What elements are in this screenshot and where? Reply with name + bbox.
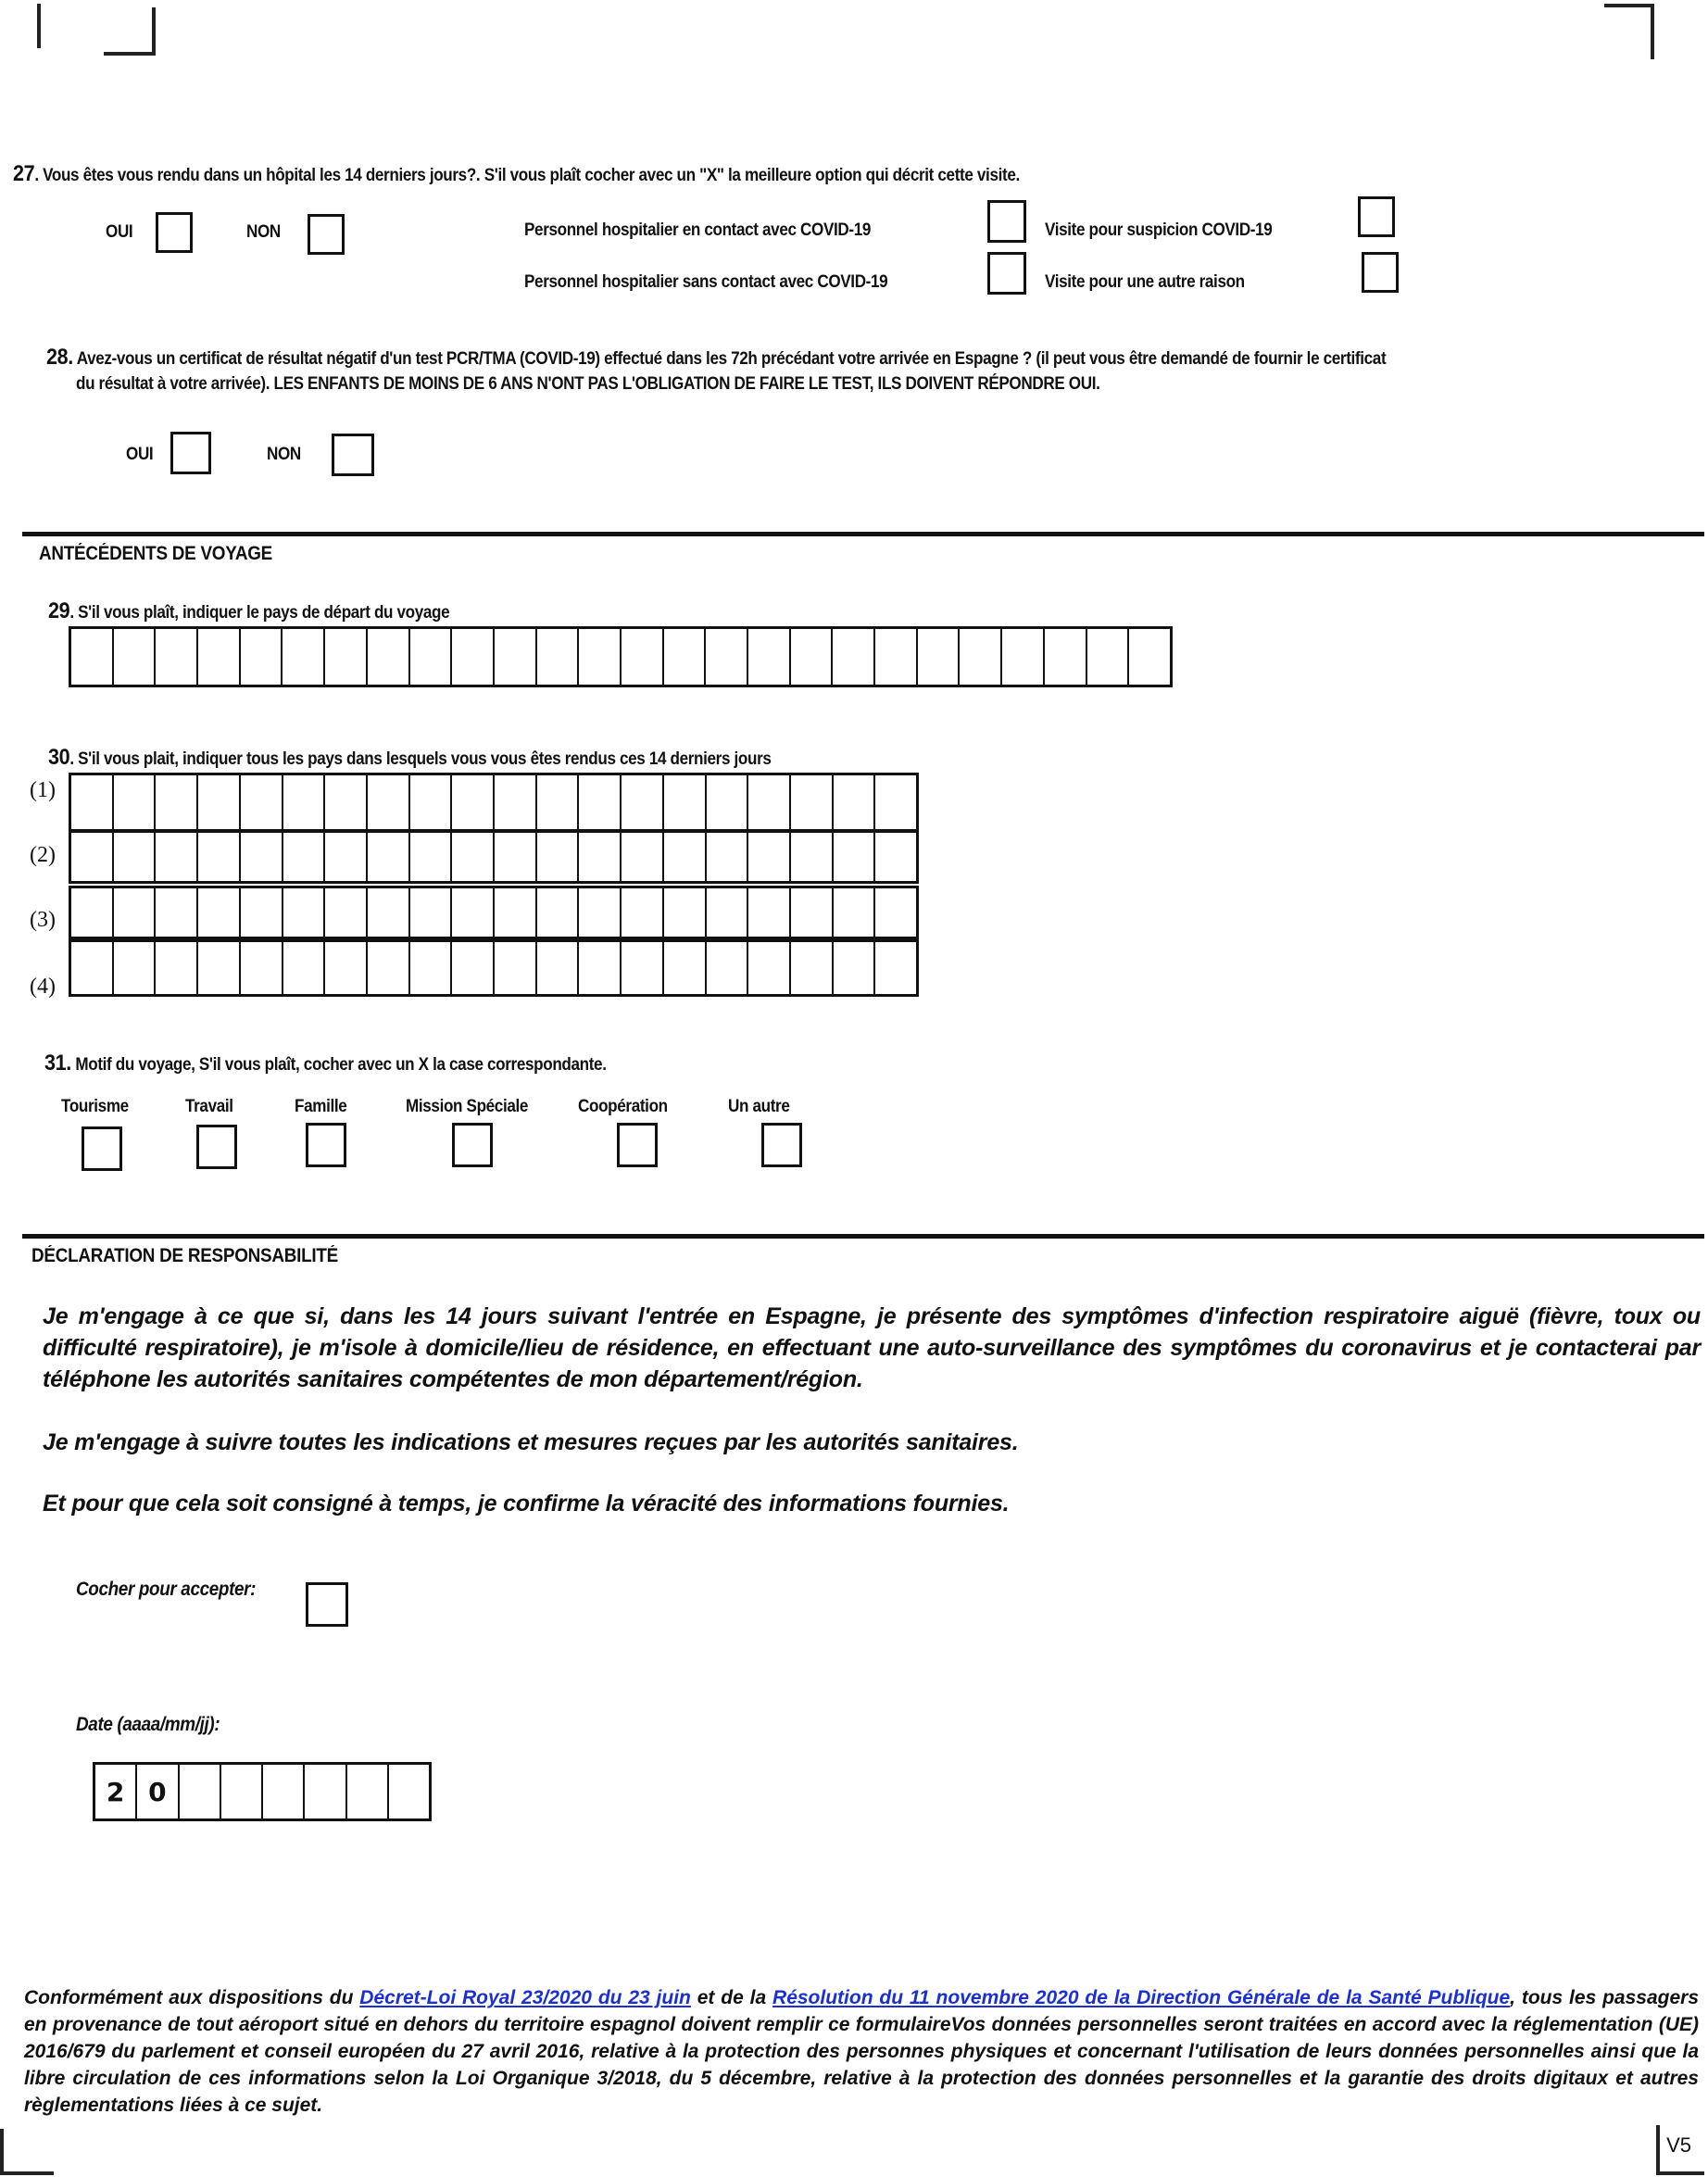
- travel-reason-label: Coopération: [578, 1097, 668, 1116]
- declaration-paragraph-3: Et pour que cela soit consigné à temps, je confirme la véracité des informations fournies.: [43, 1491, 1010, 1516]
- visited-country-cell[interactable]: [325, 888, 368, 937]
- visited-country-cell[interactable]: [71, 888, 114, 937]
- visited-country-cell[interactable]: [664, 888, 707, 937]
- departure-country-cell[interactable]: [114, 629, 157, 685]
- visited-country-cell[interactable]: [198, 833, 241, 881]
- section-divider-travel: [22, 532, 1704, 536]
- departure-country-cell[interactable]: [71, 629, 114, 685]
- departure-country-cell[interactable]: [368, 629, 410, 685]
- date-digit-cell[interactable]: 0: [137, 1765, 179, 1818]
- question-28-line1: [46, 345, 1386, 371]
- visited-country-cell[interactable]: [495, 775, 537, 829]
- visited-country-cell[interactable]: [198, 942, 241, 994]
- visited-country-cell[interactable]: [71, 833, 114, 881]
- q28-oui-checkbox[interactable]: [170, 432, 211, 474]
- visited-country-cell[interactable]: [495, 888, 537, 937]
- q27-oui-checkbox[interactable]: [156, 212, 193, 253]
- travel-reason-tourisme-checkbox[interactable]: [82, 1126, 122, 1171]
- visited-country-cell[interactable]: [707, 888, 749, 937]
- travel-reason-cooperation-checkbox[interactable]: [617, 1123, 658, 1167]
- visited-country-cell[interactable]: [748, 888, 791, 937]
- visited-country-cell[interactable]: [664, 775, 707, 829]
- visited-country-cell[interactable]: [579, 833, 622, 881]
- visited-country-cell[interactable]: [537, 775, 580, 829]
- q27-staff-contact-checkbox[interactable]: [987, 200, 1026, 243]
- footer-text-1: Conformément aux dispositions du: [24, 1987, 360, 2008]
- date-digit-cell[interactable]: [305, 1765, 346, 1818]
- declaration-paragraph-1: Je m'engage à ce que si, dans les 14 jours suivant l'entrée en Espagne, je présente des symptômes d'infection respiratoire aiguë (fièvre, toux ou difficulté respiratoire), je m'isole à domicile/lieu de résidence, en effectuant une auto-surveillance des symptômes du coronavirus et je contacterai par téléphone les autorités sanitaires compétentes de mon département/région.: [43, 1303, 1701, 1392]
- question-28-text: Avez-vous un certificat de résultat négatif d'un test PCR/TMA (COVID-19) effectué dans les 72h précédant votre arrivée en Espagne ? (il peut vous être demandé de fournir le certificat: [72, 349, 1387, 369]
- travel-reason-label: Famille: [295, 1097, 347, 1116]
- visited-country-cell[interactable]: [834, 888, 876, 937]
- q28-oui-label: OUI: [126, 445, 154, 464]
- question-30-text: . S'il vous plait, indiquer tous les pays dans lesquels vous vous êtes rendus ces 14 derniers jours: [69, 749, 772, 769]
- footer-text-2: et de la: [690, 1987, 773, 2008]
- q27-visit-other-label: Visite pour une autre raison: [1045, 272, 1245, 292]
- visited-country-cell[interactable]: [241, 942, 283, 994]
- travel-reason-travail-checkbox[interactable]: [196, 1125, 237, 1169]
- q27-staff-nocontact-checkbox[interactable]: [987, 252, 1026, 295]
- visited-country-cell[interactable]: [410, 833, 453, 881]
- section-title-travel: ANTÉCÉDENTS DE VOYAGE: [39, 543, 272, 564]
- departure-country-cell[interactable]: [1002, 629, 1045, 685]
- visited-country-cell[interactable]: [622, 775, 664, 829]
- visited-country-cell[interactable]: [283, 942, 326, 994]
- departure-country-cell[interactable]: [198, 629, 241, 685]
- departure-country-cell[interactable]: [410, 629, 453, 685]
- q27-visit-suspicion-checkbox[interactable]: [1358, 196, 1395, 237]
- visited-country-input-1[interactable]: [69, 773, 919, 832]
- question-27: [13, 161, 1020, 187]
- corner-mark-top-right: [1604, 4, 1654, 59]
- departure-country-cell[interactable]: [283, 629, 325, 685]
- royal-decree-link[interactable]: Décret-Loi Royal 23/2020 du 23 juin: [359, 1987, 691, 2008]
- visited-country-cell[interactable]: [875, 888, 916, 937]
- departure-country-cell[interactable]: [918, 629, 961, 685]
- question-29-text: . S'il vous plaît, indiquer le pays de départ du voyage: [69, 603, 450, 623]
- visited-country-cell[interactable]: [325, 942, 368, 994]
- date-digit-cell[interactable]: [347, 1765, 389, 1818]
- visited-country-cell[interactable]: [156, 833, 198, 881]
- country-row-label: (3): [30, 908, 56, 932]
- visited-country-cell[interactable]: [748, 775, 791, 829]
- visited-country-cell[interactable]: [579, 942, 622, 994]
- question-28-line2: du résultat à votre arrivée). LES ENFANTS DE MOINS DE 6 ANS N'ONT PAS L'OBLIGATION DE FAIRE LE TEST, ILS DOIVENT RÉPONDRE OUI.: [76, 374, 1100, 394]
- q27-staff-nocontact-label: Personnel hospitalier sans contact avec COVID-19: [524, 272, 888, 292]
- departure-country-cell[interactable]: [622, 629, 664, 685]
- section-title-declaration: DÉCLARATION DE RESPONSABILITÉ: [31, 1245, 338, 1266]
- visited-country-cell[interactable]: [410, 888, 453, 937]
- visited-country-cell[interactable]: [156, 888, 198, 937]
- departure-country-cell[interactable]: [579, 629, 622, 685]
- visited-country-cell[interactable]: [114, 888, 157, 937]
- visited-country-cell[interactable]: [834, 942, 876, 994]
- departure-country-cell[interactable]: [1129, 629, 1170, 685]
- visited-country-cell[interactable]: [537, 888, 580, 937]
- visited-country-cell[interactable]: [875, 833, 916, 881]
- country-row-label: (2): [30, 843, 56, 867]
- visited-country-cell[interactable]: [368, 833, 410, 881]
- visited-country-cell[interactable]: [241, 888, 283, 937]
- question-29: [48, 598, 449, 624]
- visited-country-cell[interactable]: [707, 942, 749, 994]
- visited-country-cell[interactable]: [579, 775, 622, 829]
- visited-country-cell[interactable]: [664, 942, 707, 994]
- q27-staff-contact-label: Personnel hospitalier en contact avec COVID-19: [524, 220, 872, 240]
- visited-country-cell[interactable]: [452, 888, 495, 937]
- date-input[interactable]: [93, 1762, 432, 1821]
- visited-country-cell[interactable]: [622, 942, 664, 994]
- question-31-number: 31.: [44, 1051, 71, 1076]
- visited-country-cell[interactable]: [791, 833, 834, 881]
- visited-country-cell[interactable]: [452, 775, 495, 829]
- corner-mark-top-left-2: [104, 7, 156, 56]
- date-label: Date (aaaa/mm/jj):: [76, 1714, 220, 1735]
- visited-country-cell[interactable]: [410, 942, 453, 994]
- departure-country-cell[interactable]: [960, 629, 1002, 685]
- date-digit-cell[interactable]: [221, 1765, 263, 1818]
- travel-reason-label: Travail: [185, 1097, 233, 1116]
- accept-checkbox[interactable]: [306, 1582, 348, 1627]
- question-27-text: . Vous êtes vous rendu dans un hôpital les 14 derniers jours?. S'il vous plaît cocher avec un "X" la meilleure option qui décrit cette visite.: [34, 166, 1020, 185]
- visited-country-input-3[interactable]: [69, 886, 919, 939]
- q27-visit-suspicion-label: Visite pour suspicion COVID-19: [1045, 220, 1273, 240]
- visited-country-cell[interactable]: [114, 775, 157, 829]
- travel-reason-famille-checkbox[interactable]: [306, 1123, 346, 1167]
- question-27-number: 27: [13, 161, 35, 186]
- visited-country-cell[interactable]: [579, 888, 622, 937]
- visited-country-cell[interactable]: [748, 942, 791, 994]
- visited-country-cell[interactable]: [622, 888, 664, 937]
- visited-country-cell[interactable]: [198, 775, 241, 829]
- departure-country-cell[interactable]: [325, 629, 368, 685]
- departure-country-cell[interactable]: [833, 629, 875, 685]
- footer-text-3: , tous les passagers en provenance de tout aéroport situé en dehors du territoire espagnol doivent remplir ce formulaireVos données personnelles seront traitées en accord avec la réglementation (UE) 2016/679 du parlement et conseil européen du 27 avril 2016, relative à la protection des personnes physiques et concernant l'utilisation de leurs données personnelles ainsi que la libre circulation de ces informations selon la Loi Organique 3/2018, du 5 décembre, relative à la protection des données personnelles et la garantie des droits digitaux et autres règlementations liées à ce sujet.: [24, 1987, 1700, 2116]
- accept-label: Cocher pour accepter:: [76, 1579, 257, 1600]
- visited-country-cell[interactable]: [537, 833, 580, 881]
- departure-country-cell[interactable]: [452, 629, 495, 685]
- departure-country-cell[interactable]: [706, 629, 748, 685]
- visited-country-cell[interactable]: [537, 942, 580, 994]
- visited-country-cell[interactable]: [71, 775, 114, 829]
- visited-country-cell[interactable]: [495, 942, 537, 994]
- visited-country-cell[interactable]: [791, 942, 834, 994]
- visited-country-input-4[interactable]: [69, 939, 919, 997]
- resolution-link[interactable]: Résolution du 11 novembre 2020 de la Direction Générale de la Santé Publique: [772, 1987, 1511, 2008]
- visited-country-input-2[interactable]: [69, 830, 919, 884]
- departure-country-cell[interactable]: [537, 629, 580, 685]
- visited-country-cell[interactable]: [283, 888, 326, 937]
- visited-country-cell[interactable]: [114, 942, 157, 994]
- visited-country-cell[interactable]: [791, 888, 834, 937]
- q28-non-checkbox[interactable]: [332, 434, 374, 476]
- visited-country-cell[interactable]: [325, 775, 368, 829]
- visited-country-cell[interactable]: [114, 833, 157, 881]
- departure-country-cell[interactable]: [241, 629, 283, 685]
- corner-mark-bottom-left: [0, 2129, 54, 2175]
- visited-country-cell[interactable]: [664, 833, 707, 881]
- visited-country-cell[interactable]: [410, 775, 453, 829]
- legal-footer: [24, 1984, 1699, 2119]
- date-digit-cell[interactable]: 2: [95, 1765, 137, 1818]
- visited-country-cell[interactable]: [452, 833, 495, 881]
- country-row-label: (4): [30, 975, 56, 999]
- q27-non-label: NON: [246, 222, 281, 242]
- travel-reason-label: Tourisme: [61, 1097, 129, 1116]
- visited-country-cell[interactable]: [368, 942, 410, 994]
- visited-country-cell[interactable]: [368, 775, 410, 829]
- question-28-number: 28.: [46, 345, 73, 370]
- departure-country-cell[interactable]: [1045, 629, 1087, 685]
- date-digit-cell[interactable]: [389, 1765, 429, 1818]
- visited-country-cell[interactable]: [834, 775, 876, 829]
- visited-country-cell[interactable]: [495, 833, 537, 881]
- departure-country-cell[interactable]: [495, 629, 537, 685]
- date-digit-cell[interactable]: [263, 1765, 305, 1818]
- visited-country-cell[interactable]: [283, 775, 326, 829]
- visited-country-cell[interactable]: [622, 833, 664, 881]
- question-31: [44, 1051, 607, 1076]
- country-row-label: (1): [30, 778, 56, 802]
- visited-country-cell[interactable]: [156, 775, 198, 829]
- visited-country-cell[interactable]: [707, 775, 749, 829]
- date-digit-cell[interactable]: [180, 1765, 221, 1818]
- visited-country-cell[interactable]: [834, 833, 876, 881]
- visited-country-cell[interactable]: [241, 775, 283, 829]
- question-30-number: 30: [48, 745, 70, 770]
- departure-country-cell[interactable]: [664, 629, 707, 685]
- declaration-paragraph-2: Je m'engage à suivre toutes les indications et mesures reçues par les autorités sanitaires.: [43, 1429, 1019, 1455]
- visited-country-cell[interactable]: [156, 942, 198, 994]
- visited-country-cell[interactable]: [325, 833, 368, 881]
- visited-country-cell[interactable]: [283, 833, 326, 881]
- visited-country-cell[interactable]: [791, 775, 834, 829]
- q27-visit-other-checkbox[interactable]: [1362, 252, 1399, 293]
- version-label: V5: [1666, 2133, 1691, 2157]
- departure-country-cell[interactable]: [748, 629, 791, 685]
- travel-reason-label: Un autre: [728, 1097, 790, 1116]
- departure-country-cell[interactable]: [1087, 629, 1130, 685]
- travel-reason-other-checkbox[interactable]: [761, 1123, 802, 1167]
- visited-country-cell[interactable]: [71, 942, 114, 994]
- travel-reason-mission-checkbox[interactable]: [452, 1123, 493, 1167]
- question-31-text: Motif du voyage, S'il vous plaît, cocher avec un X la case correspondante.: [70, 1055, 607, 1075]
- visited-country-cell[interactable]: [241, 833, 283, 881]
- visited-country-cell[interactable]: [368, 888, 410, 937]
- departure-country-cell[interactable]: [156, 629, 198, 685]
- departure-country-input[interactable]: [69, 626, 1173, 687]
- corner-mark-top-left: [37, 4, 52, 48]
- departure-country-cell[interactable]: [791, 629, 834, 685]
- visited-country-cell[interactable]: [707, 833, 749, 881]
- q27-oui-label: OUI: [106, 222, 133, 242]
- visited-country-cell[interactable]: [198, 888, 241, 937]
- visited-country-cell[interactable]: [875, 775, 916, 829]
- question-29-number: 29: [48, 598, 70, 623]
- visited-country-cell[interactable]: [875, 942, 916, 994]
- question-30: [48, 745, 772, 771]
- q27-non-checkbox[interactable]: [308, 214, 345, 255]
- visited-country-cell[interactable]: [748, 833, 791, 881]
- departure-country-cell[interactable]: [875, 629, 918, 685]
- travel-reason-label: Mission Spéciale: [406, 1097, 529, 1116]
- q28-non-label: NON: [267, 445, 301, 464]
- section-divider-declaration: [22, 1234, 1704, 1239]
- visited-country-cell[interactable]: [452, 942, 495, 994]
